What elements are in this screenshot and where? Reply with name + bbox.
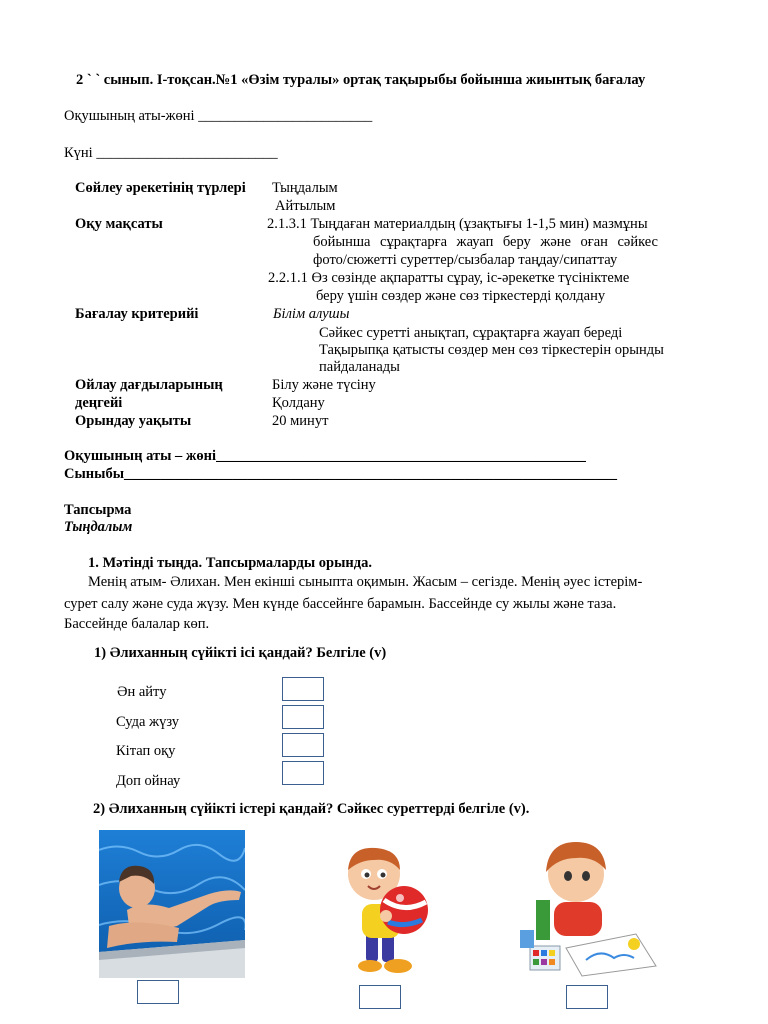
thinking-value-2: Қолдану [272, 395, 325, 411]
checkbox-picture-swimming[interactable] [137, 980, 179, 1004]
checkbox-reading[interactable] [282, 733, 324, 757]
checkbox-picture-ball[interactable] [359, 985, 401, 1009]
goal-2-line-1: 2.2.1.1 Өз сөзінде ақпаратты сұрау, іс-әрекетке түсініктеме [268, 270, 630, 286]
thinking-label-1: Ойлау дағдыларының [75, 377, 223, 393]
thinking-label-2: деңгейі [75, 395, 123, 411]
option-label-swimming: Суда жүзу [116, 714, 180, 730]
option-label-reading: Кітап оқу [116, 743, 176, 759]
checkbox-picture-drawing[interactable] [566, 985, 608, 1009]
text-line-2: сурет салу және суда жүзу. Мен күнде бассейнге барамын. Бассейнде су жылы және таза. [64, 596, 617, 612]
checkbox-swimming[interactable] [282, 705, 324, 729]
text-line-3: Бассейнде балалар көп. [64, 616, 210, 632]
student-name-field: Оқушының аты – жөні___________________________________________________ [64, 448, 586, 464]
swimming-boy-picture [99, 830, 245, 978]
thinking-value-1: Білу және түсіну [272, 377, 376, 393]
time-label: Орындау уақыты [75, 413, 192, 429]
speech-type-speaking: Айтылым [275, 198, 336, 214]
criteria-1: Сәйкес суретті анықтап, сұрақтарға жауап береді [319, 325, 623, 341]
checkbox-ball[interactable] [282, 761, 324, 785]
goal-1-line-3: фото/сюжетті суреттер/сызбалар таңдау/сипаттау [313, 252, 618, 268]
goal-2-line-2: беру үшін сөздер және сөз тіркестерді қолдану [316, 288, 606, 304]
time-value: 20 минут [272, 413, 329, 429]
page-title: 2 ` ` сынып. І-тоқсан.№1 «Өзім туралы» ортақ тақырыбы бойынша жиынтық бағалау [76, 72, 646, 88]
class-field: Сыныбы____________________________________________________________________ [64, 466, 618, 482]
text-line-1: Менің атым- Әлихан. Мен екінші сыныпта оқимын. Жасым – сегізде. Менің әуес істерім- [88, 574, 643, 590]
learning-goals-label: Оқу мақсаты [75, 216, 163, 232]
question-2-title: 2) Әлиханның сүйікті істері қандай? Сәйкес суреттерді белгіле (v). [93, 801, 530, 817]
checkbox-singing[interactable] [282, 677, 324, 701]
task-heading: Тапсырма [64, 502, 132, 518]
option-label-ball: Доп ойнау [116, 773, 181, 789]
date-line: Күні _________________________ [64, 145, 278, 161]
boy-drawing-picture [516, 830, 662, 978]
option-label-singing: Ән айту [117, 684, 167, 700]
student-name-line: Оқушының аты-жөні ________________________ [64, 108, 373, 124]
question-1-title: 1) Әлиханның сүйікті ісі қандай? Белгіле (v) [94, 645, 387, 661]
criteria-sub: Білім алушы [273, 306, 350, 322]
criteria-label: Бағалау критерийі [75, 306, 199, 322]
speech-types-label: Сөйлеу әрекетінің түрлері [75, 180, 246, 196]
boy-with-ball-picture [328, 840, 436, 976]
speech-type-listening: Тыңдалым [272, 180, 338, 196]
task-subheading: Тыңдалым [64, 519, 133, 535]
criteria-2-line-2: пайдаланады [319, 359, 400, 375]
goal-1-line-2: бойынша сұрақтарға жауап беру және оған сәйкес [313, 234, 658, 250]
task-instruction: 1. Мәтінді тыңда. Тапсырмаларды орында. [88, 555, 372, 571]
criteria-2-line-1: Тақырыпқа қатысты сөздер мен сөз тіркестерін орынды [319, 342, 664, 358]
goal-1-line-1: 2.1.3.1 Тыңдаған материалдың (ұзақтығы 1-1,5 мин) мазмұны [267, 216, 648, 232]
